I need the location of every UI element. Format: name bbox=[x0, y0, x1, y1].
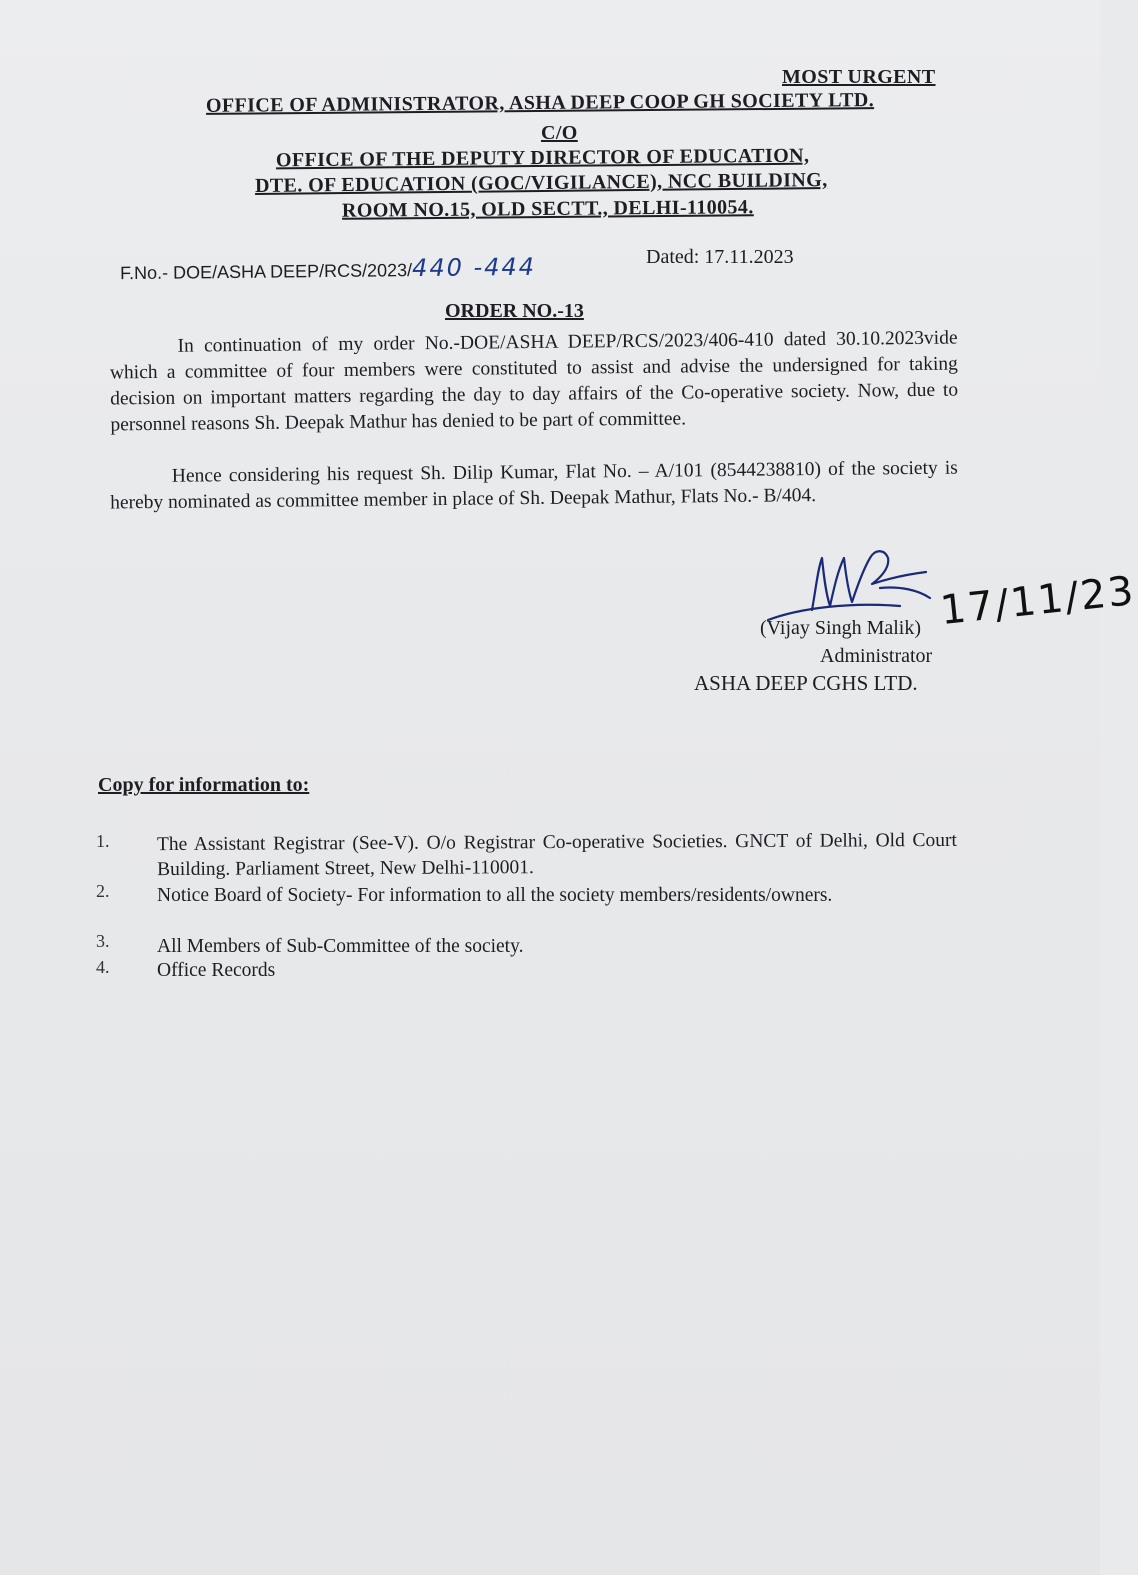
order-title: ORDER NO.-13 bbox=[445, 300, 584, 322]
directorate-line: DTE. OF EDUCATION (GOC/VIGILANCE), NCC BUILDING, bbox=[254, 169, 828, 197]
file-number bbox=[120, 254, 536, 286]
order-paragraph-1: In continuation of my order No.-DOE/ASHA DEEP/RCS/2023/406-410 dated 30.10.2023vide which a committee of four members were constituted to assist and advise the undersigned for taking decision on important matters regarding the day to day affairs of the Co-operative society. Now, due to personnel reasons Sh. Deepak Mathur has denied to be part of committee. bbox=[109, 327, 959, 436]
copy-item-number: 2. bbox=[96, 881, 110, 901]
most-urgent-label: MOST URGENT bbox=[782, 66, 936, 88]
copy-item: All Members of Sub-Committee of the society. bbox=[157, 936, 524, 957]
copy-item: The Assistant Registrar (See-V). O/o Registrar Co-operative Societies. GNCT of Delhi, Old Court Building. Parliament Street, New Delhi-110001. bbox=[156, 829, 957, 881]
copy-heading: Copy for information to: bbox=[98, 774, 310, 796]
copy-item-number: 3. bbox=[96, 931, 110, 951]
address-line: ROOM NO.15, OLD SECTT., DELHI-110054. bbox=[341, 196, 754, 222]
order-paragraph-2: Hence considering his request Sh. Dilip Kumar, Flat No. – A/101 (8544238810) of the society is hereby nominated as committee member in place of Sh. Deepak Mathur, Flats No.- B/404. bbox=[110, 457, 958, 514]
copy-item: Notice Board of Society- For information to all the society members/residents/owners. bbox=[157, 885, 833, 906]
signatory-name: (Vijay Singh Malik) bbox=[760, 617, 922, 639]
signatory-designation: Administrator bbox=[820, 645, 933, 667]
file-number-printed: F.No.- DOE/ASHA DEEP/RCS/2023/ bbox=[119, 260, 413, 284]
copy-item-number: 1. bbox=[96, 831, 110, 851]
signature-date-handwritten: 17/11/23 bbox=[938, 567, 1138, 635]
file-number-handwritten: 440 -444 bbox=[411, 252, 537, 283]
office-title: OFFICE OF ADMINISTRATOR, ASHA DEEP COOP GH SOCIETY LTD. bbox=[205, 89, 875, 117]
deputy-director-line: OFFICE OF THE DEPUTY DIRECTOR OF EDUCATION, bbox=[275, 144, 810, 172]
care-of-label: C/O bbox=[541, 122, 578, 144]
signatory-organisation: ASHA DEEP CGHS LTD. bbox=[694, 671, 918, 695]
copy-item-number: 4. bbox=[96, 957, 110, 977]
signature-mark bbox=[760, 528, 960, 628]
copy-item: Office Records bbox=[157, 960, 276, 981]
order-date: Dated: 17.11.2023 bbox=[646, 246, 794, 268]
